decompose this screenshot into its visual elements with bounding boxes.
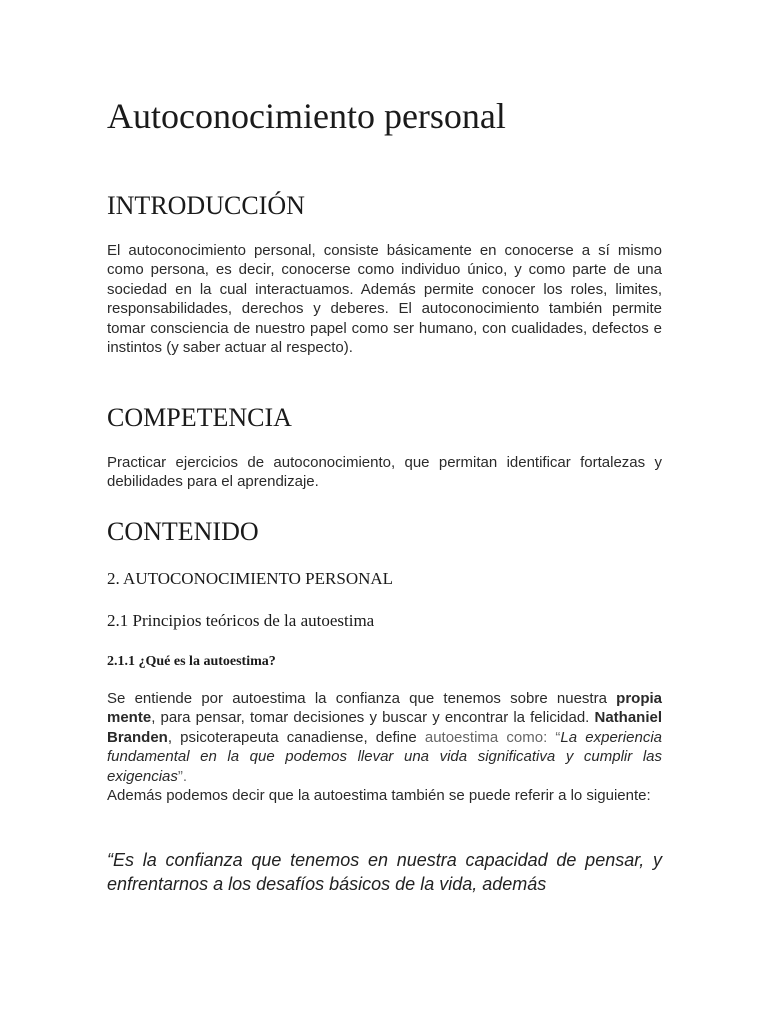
definition-light-2: ”. xyxy=(177,767,188,785)
definition-text-3: , psicoterapeuta canadiense, define xyxy=(167,728,425,746)
definition-light-1: autoestima como: “ xyxy=(424,728,561,746)
definition-paragraph xyxy=(107,689,662,786)
section-heading-2: 2. AUTOCONOCIMIENTO PERSONAL xyxy=(107,569,394,588)
contenido-heading: CONTENIDO xyxy=(107,517,259,546)
competencia-paragraph: Practicar ejercicios de autoconocimiento, que permitan identificar fortalezas y debilidades para el aprendizaje. xyxy=(107,454,662,491)
definition-bold-1: propia mente xyxy=(107,690,662,727)
intro-heading: INTRODUCCIÓN xyxy=(107,191,305,220)
author-name: Nathaniel Branden xyxy=(107,709,662,746)
document-title: Autoconocimiento personal xyxy=(107,96,506,136)
quote-paragraph: “Es la confianza que tenemos en nuestra capacidad de pensar, y enfrentarnos a los desafíos básicos de la vida, además xyxy=(107,850,662,894)
section-heading-2-1-1: 2.1.1 ¿Qué es la autoestima? xyxy=(107,654,276,669)
second-paragraph: Además podemos decir que la autoestima también se puede referir a lo siguiente: xyxy=(107,787,651,804)
intro-paragraph: El autoconocimiento personal, consiste básicamente en conocerse a sí mismo como persona, es decir, conocerse como individuo único, y como parte de una sociedad en la cual interactuamos. Además permite conocer los roles, limites, responsabilidades, derechos y deberes. El autoconocimiento también permite tomar consciencia de nuestro papel como ser humano, con cualidades, defectos e instintos (y saber actuar al respecto). xyxy=(107,242,662,357)
section-heading-2-1: 2.1 Principios teóricos de la autoestima xyxy=(107,611,375,630)
definition-quote: La experiencia fundamental en la que podemos llevar una vida significativa y cumplir las exigencias xyxy=(107,728,662,785)
definition-text-1: Se entiende por autoestima la confianza que tenemos sobre nuestra xyxy=(107,690,617,707)
definition-text-2: , para pensar, tomar decisiones y buscar y encontrar la felicidad. xyxy=(151,709,595,727)
competencia-heading: COMPETENCIA xyxy=(107,403,292,432)
